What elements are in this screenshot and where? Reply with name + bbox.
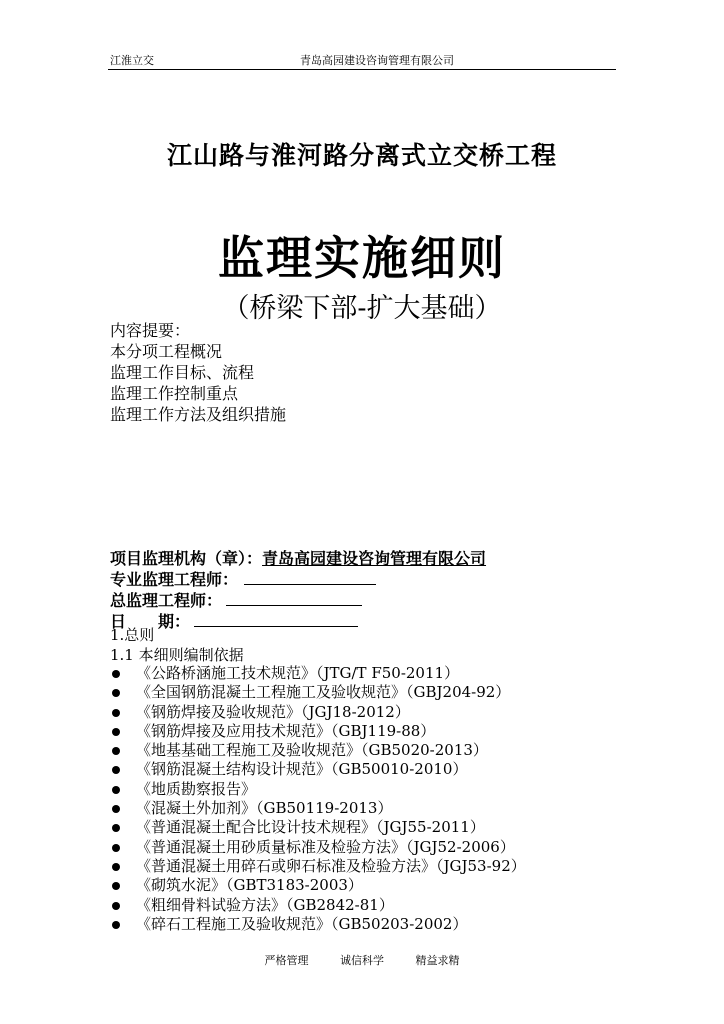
supervision-org-row <box>110 548 486 569</box>
header-left-text: 江淮立交 <box>110 54 154 67</box>
section-subheading: 1.1 本细则编制依据 <box>110 645 244 664</box>
reference-item: 《普通混凝土用砂质量标准及检验方法》（JGJ52-2006） <box>110 838 526 857</box>
summary-heading: 内容提要： <box>110 321 191 340</box>
document-subtitle: （桥梁下部-扩大基础） <box>222 293 502 324</box>
header-company-text: 青岛高园建设咨询管理有限公司 <box>300 54 454 67</box>
reference-item: 《普通混凝土配合比设计技术规程》（JGJ55-2011） <box>110 818 526 837</box>
bullet-icon <box>112 766 120 774</box>
date-label: 日 期： <box>110 612 191 631</box>
reference-item: 《公路桥涵施工技术规范》（JTG/T F50-2011） <box>110 664 526 683</box>
bullet-icon <box>112 921 120 929</box>
specialist-engineer-row <box>110 569 486 590</box>
project-title: 江山路与淮河路分离式立交桥工程 <box>166 141 557 170</box>
reference-list <box>110 664 526 934</box>
section-heading: 1.总则 <box>110 626 155 644</box>
reference-item: 《钢筋混凝土结构设计规范》（GB50010-2010） <box>110 760 526 779</box>
reference-item: 《钢筋焊接及应用技术规范》（GBJ119-88） <box>110 722 526 741</box>
reference-item: 《碎石工程施工及验收规范》（GB50203-2002） <box>110 915 526 934</box>
reference-item: 《砌筑水泥》（GBT3183-2003） <box>110 876 526 895</box>
reference-item: 《全国钢筋混凝土工程施工及验收规范》（GBJ204-92） <box>110 683 526 702</box>
reference-item: 《粗细骨料试验方法》（GB2842-81） <box>110 896 526 915</box>
date-blank <box>194 612 358 627</box>
footer-motto-item: 精益求精 <box>415 954 460 967</box>
summary-item: 监理工作方法及组织措施 <box>110 405 287 424</box>
header-divider <box>108 69 616 70</box>
document-title: 监理实施细则 <box>218 231 506 285</box>
bullet-icon <box>112 805 120 813</box>
supervision-org-label: 项目监理机构（章）： <box>110 549 263 568</box>
summary-item: 监理工作目标、流程 <box>110 363 255 382</box>
footer-motto-item: 严格管理 <box>264 954 309 967</box>
bullet-icon <box>112 902 120 910</box>
bullet-icon <box>112 728 120 736</box>
bullet-icon <box>112 824 120 832</box>
reference-item: 《地基基础工程施工及验收规范》（GB5020-2013） <box>110 741 526 760</box>
bullet-icon <box>112 882 120 890</box>
specialist-engineer-signature-blank <box>244 570 376 585</box>
bullet-icon <box>112 670 120 678</box>
bullet-icon <box>112 786 120 794</box>
reference-item: 《地质勘察报告》 <box>110 780 526 799</box>
bullet-icon <box>112 689 120 697</box>
reference-item: 《钢筋焊接及验收规范》（JGJ18-2012） <box>110 703 526 722</box>
summary-item: 监理工作控制重点 <box>110 384 239 403</box>
footer-motto-item: 诚信科学 <box>340 954 384 967</box>
footer-motto <box>0 952 724 968</box>
summary-block <box>110 320 286 425</box>
bullet-icon <box>112 747 120 755</box>
reference-item: 《混凝土外加剂》（GB50119-2013） <box>110 799 526 818</box>
bullet-icon <box>112 844 120 852</box>
signature-info-block <box>110 548 486 632</box>
chief-engineer-label: 总监理工程师： <box>110 591 223 610</box>
reference-item: 《普通混凝土用碎石或卵石标准及检验方法》（JGJ53-92） <box>110 857 526 876</box>
specialist-engineer-label: 专业监理工程师： <box>110 570 239 589</box>
chief-engineer-row <box>110 590 486 611</box>
chief-engineer-signature-blank <box>226 591 362 606</box>
supervision-org-value: 青岛高园建设咨询管理有限公司 <box>262 549 487 568</box>
bullet-icon <box>112 863 120 871</box>
general-section <box>110 626 244 665</box>
bullet-icon <box>112 709 120 717</box>
summary-item: 本分项工程概况 <box>110 342 223 361</box>
